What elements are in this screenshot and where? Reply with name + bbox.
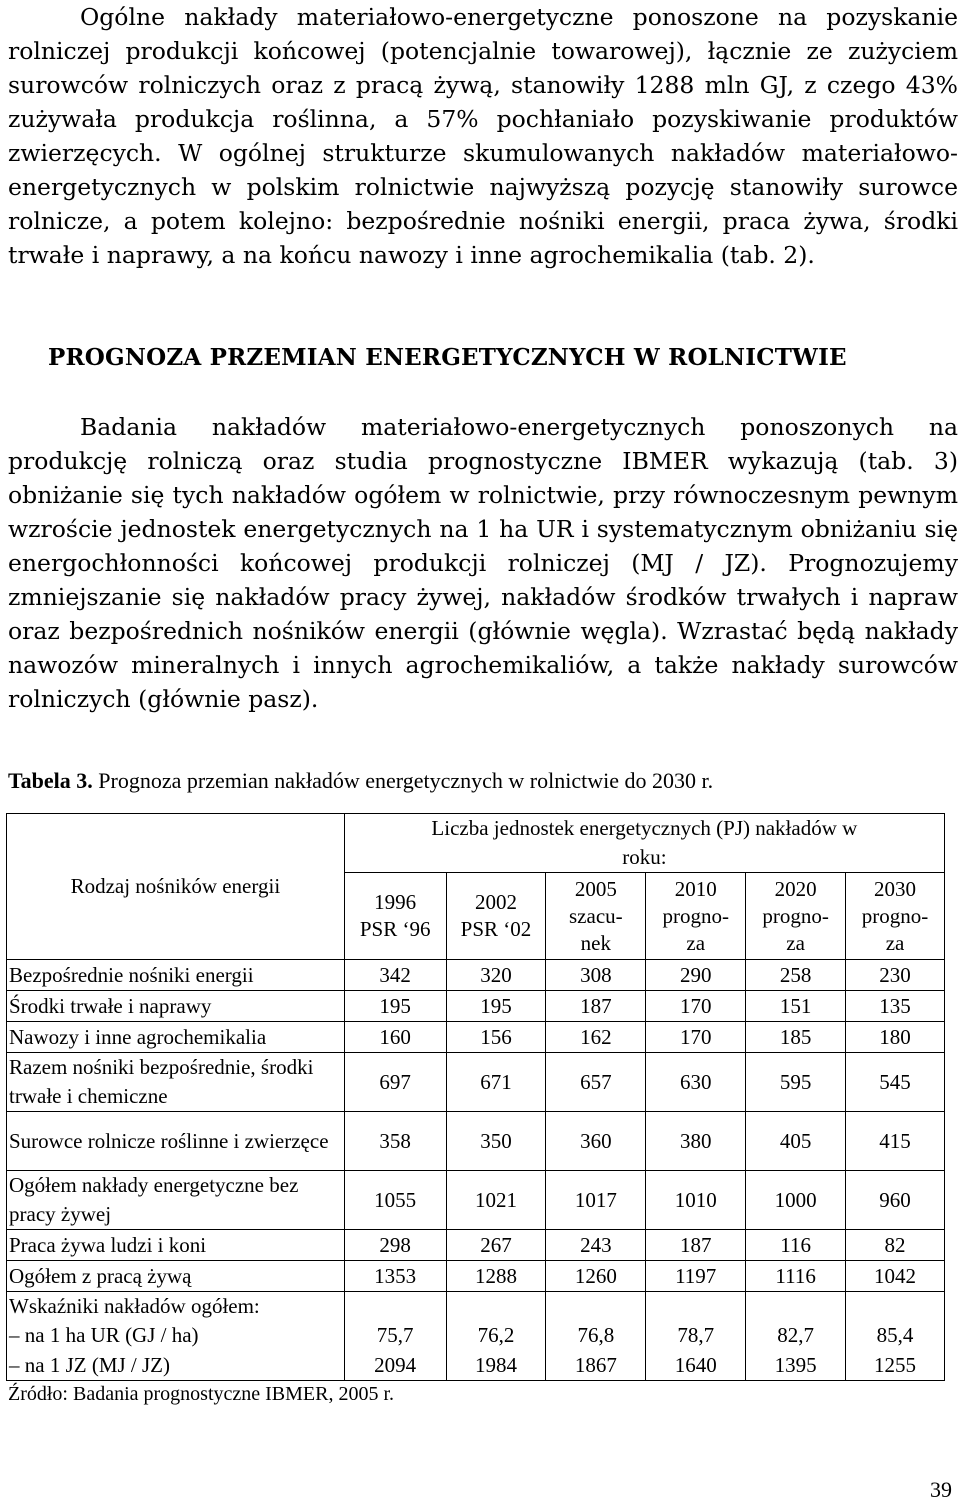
page-number: 39 — [930, 1477, 952, 1502]
table-cell: 1255 — [846, 1350, 945, 1381]
header-year-5 — [846, 873, 945, 960]
table-cell: 85,4 — [846, 1320, 945, 1350]
header-year-line: progno- — [861, 903, 929, 928]
table-cell: 1260 — [546, 1261, 646, 1292]
row-label: Praca żywa ludzi i koni — [7, 1230, 345, 1261]
row-label: Ogółem nakłady energetyczne bez pracy żywej — [7, 1171, 345, 1230]
header-year-line: 2030 — [874, 876, 917, 901]
table-row — [7, 991, 945, 1022]
header-year-line: 2020 — [774, 876, 817, 901]
table-cell: 185 — [746, 1022, 846, 1053]
table-cell: 76,8 — [546, 1320, 646, 1350]
table-cell-empty — [846, 1292, 945, 1321]
table-cell: 595 — [746, 1053, 846, 1112]
table-cell: 1395 — [746, 1350, 846, 1381]
header-year-2 — [546, 873, 646, 960]
header-year-line: 2002 — [474, 890, 517, 914]
paragraph-forecast — [8, 410, 958, 716]
table-cell-empty — [446, 1292, 546, 1321]
table-cell: 1867 — [546, 1350, 646, 1381]
table-cell-empty — [344, 1292, 446, 1321]
header-year-line: za — [786, 930, 805, 955]
table-cell: 82 — [846, 1230, 945, 1261]
paragraph-intro — [8, 0, 958, 272]
table-cell: 258 — [746, 960, 846, 991]
row-label: Środki trwałe i naprawy — [7, 991, 345, 1022]
energy-forecast-table — [6, 813, 945, 1381]
header-year-line: progno- — [762, 903, 829, 928]
row-label: Bezpośrednie nośniki energii — [7, 960, 345, 991]
table-row — [7, 1230, 945, 1261]
table-cell: 82,7 — [746, 1320, 846, 1350]
row-label: Nawozy i inne agrochemikalia — [7, 1022, 345, 1053]
header-year-line: za — [885, 930, 905, 955]
table-cell: 671 — [446, 1053, 546, 1112]
table-cell: 1116 — [746, 1261, 846, 1292]
table-header-row — [7, 814, 945, 873]
table-cell: 187 — [646, 1230, 746, 1261]
header-year-line: PSR ‘96 — [359, 917, 431, 941]
table-cell: 76,2 — [446, 1320, 546, 1350]
row-label: – na 1 JZ (MJ / JZ) — [7, 1350, 345, 1381]
header-year-0 — [344, 873, 446, 960]
table-caption-label: Tabela 3. — [8, 768, 93, 793]
table-row — [7, 1112, 945, 1171]
table-cell: 290 — [646, 960, 746, 991]
table-row — [7, 1053, 945, 1112]
table-cell: 135 — [846, 991, 945, 1022]
table-caption — [8, 768, 958, 794]
table-cell: 360 — [546, 1112, 646, 1171]
header-group: Liczba jednostek energetycznych (PJ) nakładów w roku: — [344, 814, 944, 873]
table-row-indicators — [7, 1292, 945, 1321]
table-cell: 156 — [446, 1022, 546, 1053]
table-cell: 1353 — [344, 1261, 446, 1292]
section-heading: PROGNOZA PRZEMIAN ENERGETYCZNYCH W ROLNICTWIE — [48, 344, 847, 371]
table-cell: 298 — [344, 1230, 446, 1261]
table-cell: 358 — [344, 1112, 446, 1171]
indicators-label: Wskaźniki nakładów ogółem: — [7, 1292, 345, 1321]
table-cell: 170 — [646, 991, 746, 1022]
table-row — [7, 1320, 945, 1350]
table-cell-empty — [546, 1292, 646, 1321]
table-cell: 350 — [446, 1112, 546, 1171]
table-cell: 151 — [746, 991, 846, 1022]
table-cell: 162 — [546, 1022, 646, 1053]
table-cell: 1042 — [846, 1261, 945, 1292]
table-cell: 320 — [446, 960, 546, 991]
table-cell: 697 — [344, 1053, 446, 1112]
table-cell: 1640 — [646, 1350, 746, 1381]
header-year-line: 1996 — [374, 890, 417, 914]
table-cell: 170 — [646, 1022, 746, 1053]
header-year-line: PSR ‘02 — [460, 917, 532, 941]
table-cell: 160 — [344, 1022, 446, 1053]
table-cell: 1984 — [446, 1350, 546, 1381]
table-cell: 1288 — [446, 1261, 546, 1292]
table-cell: 1197 — [646, 1261, 746, 1292]
table-caption-text: Prognoza przemian nakładów energetycznych w rolnictwie do 2030 r. — [92, 768, 714, 793]
table-cell-empty — [746, 1292, 846, 1321]
table-cell: 180 — [846, 1022, 945, 1053]
table-cell: 380 — [646, 1112, 746, 1171]
table-cell: 545 — [846, 1053, 945, 1112]
table-cell: 1021 — [446, 1171, 546, 1230]
table-row — [7, 1022, 945, 1053]
table-cell: 267 — [446, 1230, 546, 1261]
table-row — [7, 1171, 945, 1230]
table-cell: 243 — [546, 1230, 646, 1261]
header-energy-type: Rodzaj nośników energii — [7, 814, 345, 960]
table-cell: 1055 — [344, 1171, 446, 1230]
row-label: – na 1 ha UR (GJ / ha) — [7, 1320, 345, 1350]
table-cell: 1010 — [646, 1171, 746, 1230]
header-year-line: 2005 — [574, 876, 617, 901]
row-label: Surowce rolnicze roślinne i zwierzęce — [7, 1112, 345, 1171]
header-year-1 — [446, 873, 546, 960]
header-year-line: progno- — [662, 903, 729, 928]
table-cell: 342 — [344, 960, 446, 991]
header-year-3 — [646, 873, 746, 960]
table-cell: 75,7 — [344, 1320, 446, 1350]
table-cell: 1017 — [546, 1171, 646, 1230]
header-year-line: nek — [580, 930, 611, 955]
table-cell: 308 — [546, 960, 646, 991]
table-source: Źródło: Badania prognostyczne IBMER, 2005 r. — [8, 1383, 395, 1405]
table-cell: 405 — [746, 1112, 846, 1171]
table-row — [7, 1261, 945, 1292]
table-cell: 2094 — [344, 1350, 446, 1381]
header-year-line: 2010 — [674, 876, 717, 901]
table-cell: 230 — [846, 960, 945, 991]
table-cell: 187 — [546, 991, 646, 1022]
table-cell-empty — [646, 1292, 746, 1321]
table-cell: 78,7 — [646, 1320, 746, 1350]
header-year-4 — [746, 873, 846, 960]
table-body — [7, 814, 945, 1381]
table-row — [7, 960, 945, 991]
table-row — [7, 1350, 945, 1381]
table-cell: 116 — [746, 1230, 846, 1261]
table-cell: 415 — [846, 1112, 945, 1171]
row-label: Ogółem z pracą żywą — [7, 1261, 345, 1292]
table-cell: 630 — [646, 1053, 746, 1112]
header-year-line: za — [686, 930, 706, 955]
row-label: Razem nośniki bezpośrednie, środki trwałe i chemiczne — [7, 1053, 345, 1112]
table-cell: 195 — [344, 991, 446, 1022]
table-cell: 1000 — [746, 1171, 846, 1230]
paragraph-forecast-text: Badania nakładów materiałowo-energetycznych ponoszonych na produkcję rolniczą oraz studia prognostyczne IBMER wykazują (tab. 3) obniżanie się tych nakładów ogółem w rolnictwie, przy równoczesnym pewnym wzroście jednostek energetycznych na 1 ha UR i systematycznym obniżaniu się energochłonności końcowej produkcji rolniczej (MJ / JZ). Prognozujemy zmniejszanie się nakładów pracy żywej, nakładów środków trwałych i napraw oraz bezpośrednich nośników energii (głównie węgla). Wzrastać będą nakłady nawozów mineralnych i innych agrochemikaliów, a także nakłady surowców rolniczych (głównie pasz). — [8, 413, 958, 713]
table-cell: 657 — [546, 1053, 646, 1112]
header-year-line: szacu- — [569, 903, 623, 928]
table-cell: 195 — [446, 991, 546, 1022]
table-cell: 960 — [846, 1171, 945, 1230]
paragraph-intro-text: Ogólne nakłady materiałowo-energetyczne ponoszone na pozyskanie rolniczej produkcji końcowej (potencjalnie towarowej), łącznie ze zużyciem surowców rolniczych oraz z pracą żywą, stanowiły 1288 mln GJ, z czego 43% zużywała produkcja roślinna, a 57% pochłaniało pozyskiwanie produktów zwierzęcych. W ogólnej strukturze skumulowanych nakładów materiałowo-energetycznych w polskim rolnictwie najwyższą pozycję stanowiły surowce rolnicze, a potem kolejno: bezpośrednie nośniki energii, praca żywa, środki trwałe i naprawy, a na końcu nawozy i inne agrochemikalia (tab. 2). — [8, 3, 958, 269]
